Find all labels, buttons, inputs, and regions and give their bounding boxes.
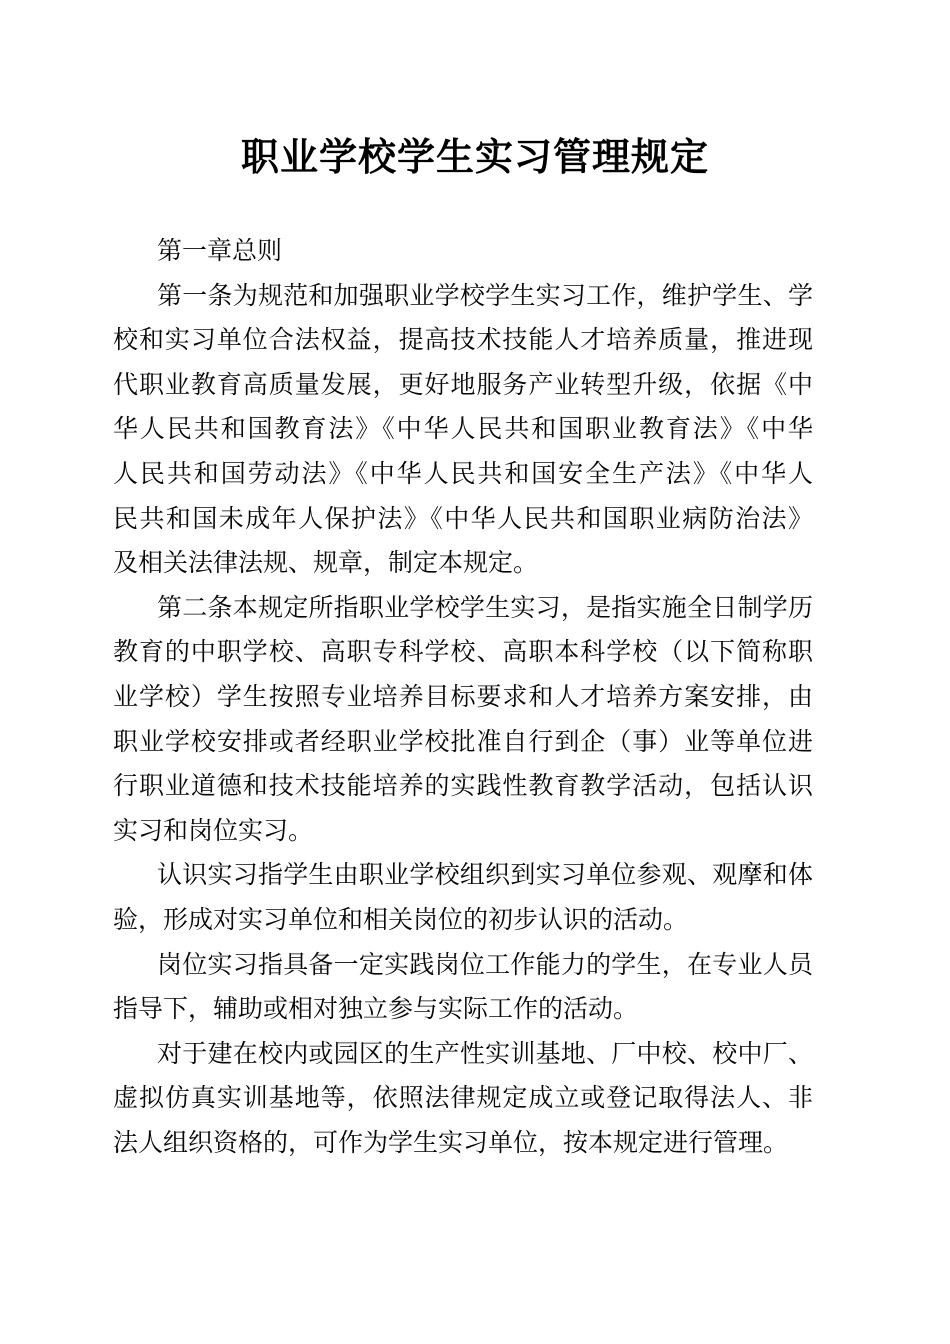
text-line: 岗位实习指具备一定实践岗位工作能力的学生，在专业人员: [157, 951, 813, 979]
document-body: [113, 230, 813, 1166]
text-line: 第一章总则: [157, 238, 283, 265]
text-line: 华人民共和国教育法》《中华人民共和国职业教育法》《中华: [113, 416, 813, 444]
paragraph-shixun-jidi: [113, 1033, 813, 1167]
text-line: 业学校）学生按照专业培养目标要求和人才培养方案安排，由: [113, 683, 813, 711]
text-line: 代职业教育高质量发展，更好地服务产业转型升级，依据《中: [113, 371, 813, 399]
text-line: 虚拟仿真实训基地等，依照法律规定成立或登记取得法人、非: [113, 1085, 813, 1113]
text-line: 行职业道德和技术技能培养的实践性教育教学活动，包括认识: [113, 773, 813, 801]
text-line: 实习和岗位实习。: [113, 817, 314, 845]
text-line: 校和实习单位合法权益，提高技术技能人才培养质量，推进现: [113, 327, 813, 355]
text-line: 指导下，辅助或相对独立参与实际工作的活动。: [113, 996, 639, 1024]
chapter-heading: [113, 230, 813, 275]
text-line: 职业学校安排或者经职业学校批准自行到企（事）业等单位进: [113, 728, 813, 756]
article-1: [113, 275, 813, 587]
text-line: 对于建在校内或园区的生产性实训基地、厂中校、校中厂、: [157, 1040, 813, 1068]
paragraph-renshi-shixi: [113, 854, 813, 943]
text-line: 教育的中职学校、高职专科学校、高职本科学校（以下简称职: [113, 639, 813, 667]
text-line: 法人组织资格的，可作为学生实习单位，按本规定进行管理。: [113, 1129, 789, 1157]
text-line: 第一条为规范和加强职业学校学生实习工作，维护学生、学: [157, 282, 813, 310]
text-line: 认识实习指学生由职业学校组织到实习单位参观、观摩和体: [157, 862, 813, 890]
document-title: 职业学校学生实习管理规定: [240, 137, 709, 179]
text-line: 及相关法律法规、规章，制定本规定。: [113, 550, 539, 578]
text-line: 验，形成对实习单位和相关岗位的初步认识的活动。: [113, 906, 689, 934]
article-2: [113, 587, 813, 855]
text-line: 民共和国未成年人保护法》《中华人民共和国职业病防治法》: [113, 505, 813, 533]
text-line: 人民共和国劳动法》《中华人民共和国安全生产法》《中华人: [113, 460, 813, 488]
paragraph-gangwei-shixi: [113, 944, 813, 1033]
text-line: 第二条本规定所指职业学校学生实习，是指实施全日制学历: [157, 594, 813, 622]
